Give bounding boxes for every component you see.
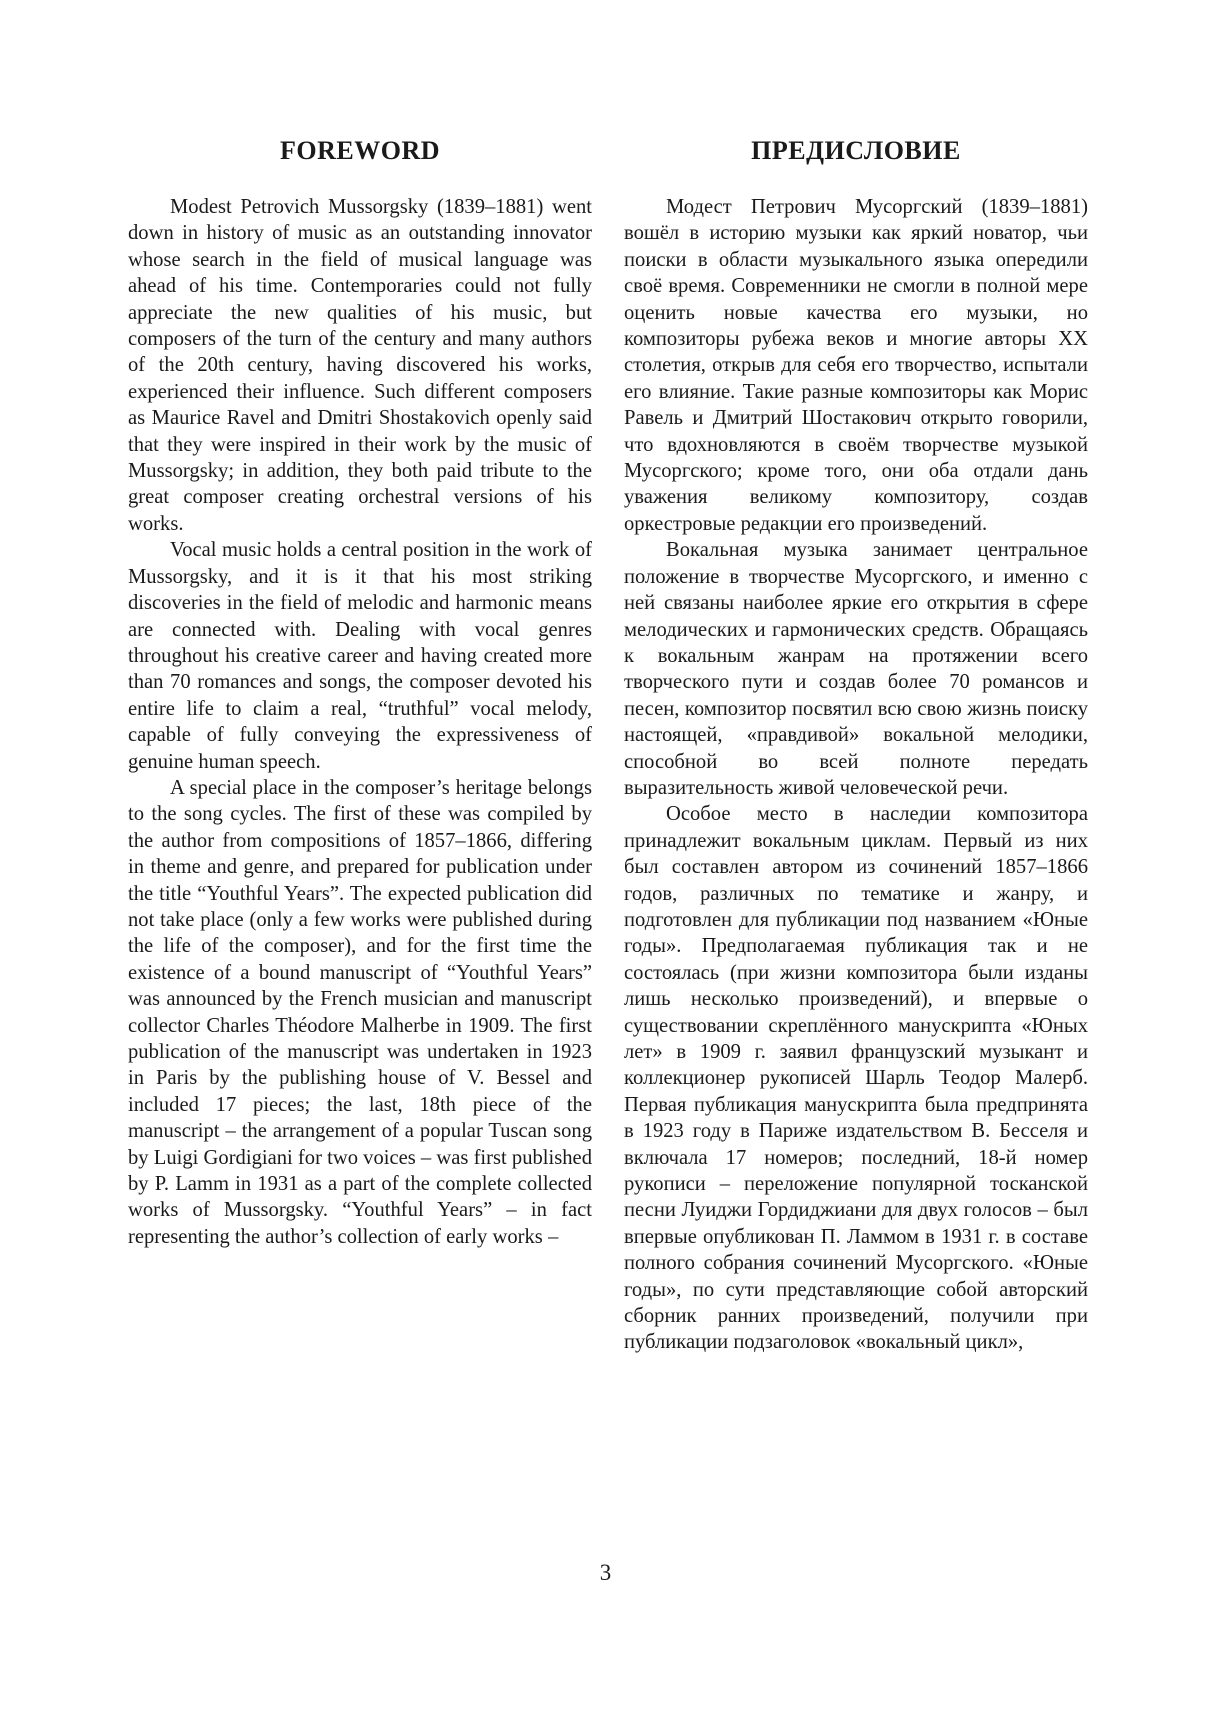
english-title: FOREWORD xyxy=(280,136,440,165)
russian-paragraph-1: Модест Петрович Мусоргский (1839–1881) вошёл в историю музыки как яркий новатор, чьи поиски в области музыкального языка опередили своё время. Современники не смогли в полной мере оценить новые качества его музыки, но композиторы рубежа веков и многие авторы XX столетия, открыв для себя его творчество, испытали его влияние. Такие разные композиторы как Морис Равель и Дмитрий Шостакович открыто говорили, что вдохновляются в своём творчестве музыкой Мусоргского; кроме того, они оба отдали дань уважения великому композитору, создав оркестровые редакции его произведений. xyxy=(624,196,1088,535)
english-column xyxy=(128,136,592,1250)
russian-paragraph-2: Вокальная музыка занимает центральное положение в творчестве Мусоргского, и именно с ней связаны наиболее яркие его открытия в сфере мелодических и гармонических средств. Обращаясь к вокальным жанрам на протяжении всего творческого пути и создав более 70 романсов и песен, композитор посвятил всю свою жизнь поиску настоящей, «правдивой» вокальной мелодики, способной во всей полноте передать выразительность живой человеческой речи. xyxy=(624,539,1088,799)
russian-column xyxy=(624,136,1088,1356)
page-number: 3 xyxy=(599,1560,612,1585)
english-body xyxy=(128,194,592,1250)
english-paragraph-1: Modest Petrovich Mussorgsky (1839–1881) went down in history of music as an outstanding innovator whose search in the field of musical language was ahead of his time. Contemporaries could not fully appreciate the new qualities of his music, but composers of the turn of the century and many authors of the 20th century, having discovered his works, experienced their influence. Such different composers as Maurice Ravel and Dmitri Shostakovich openly said that they were inspired in their work by the music of Mussorgsky; in addition, they both paid tribute to the great composer creating orchestral versions of his works. xyxy=(128,196,592,535)
russian-body xyxy=(624,194,1088,1356)
russian-title: ПРЕДИСЛОВИЕ xyxy=(751,136,961,165)
russian-paragraph-3: Особое место в наследии композитора принадлежит вокальным циклам. Первый из них был составлен автором из сочинений 1857–1866 годов, различных по тематике и жанру, и подготовлен для публикации под названием «Юные годы». Предполагаемая публикация так и не состоялась (при жизни композитора были изданы лишь несколько произведений), и впервые о существовании скреплённого манускрипта «Юных лет» в 1909 г. заявил французский музыкант и коллекционер рукописей Шарль Теодор Малерб. Первая публикация манускрипта была предпринята в 1923 году в Париже издательством В. Бесселя и включала 17 номеров; последний, 18-й номер рукописи – переложение популярной тосканской песни Луиджи Гордиджиани для двух голосов – был впервые опубликован П. Ламмом в 1931 г. в составе полного собрания сочинений Мусоргского. «Юные годы», по сути представляющие собой авторский сборник ранних произведений, получили при публикации подзаголовок «вокальный цикл», xyxy=(624,803,1088,1354)
english-paragraph-2: Vocal music holds a central position in the work of Mussorgsky, and it is it that his most striking discoveries in the field of melodic and harmonic means are connected with. Dealing with vocal genres throughout his creative career and having created more than 70 romances and songs, the composer devoted his entire life to claim a real, “truthful” vocal melody, capable of fully conveying the expressiveness of genuine human speech. xyxy=(128,539,592,773)
english-paragraph-3: A special place in the composer’s heritage belongs to the song cycles. The first of these was compiled by the author from compositions of 1857–1866, differing in theme and genre, and prepared for publication under the title “Youthful Years”. The expected publication did not take place (only a few works were published during the life of the composer), and for the first time the existence of a bound manuscript of “Youthful Years” was announced by the French musician and manuscript collector Charles Théodore Malherbe in 1909. The first publication of the manuscript was undertaken in 1923 in Paris by the publishing house of V. Bessel and included 17 pieces; the last, 18th piece of the manuscript – the arrangement of a popular Tuscan song by Luigi Gordigiani for two voices – was first published by P. Lamm in 1931 as a part of the complete collected works of Mussorgsky. “Youthful Years” – in fact representing the author’s collection of early works – xyxy=(128,776,592,1248)
